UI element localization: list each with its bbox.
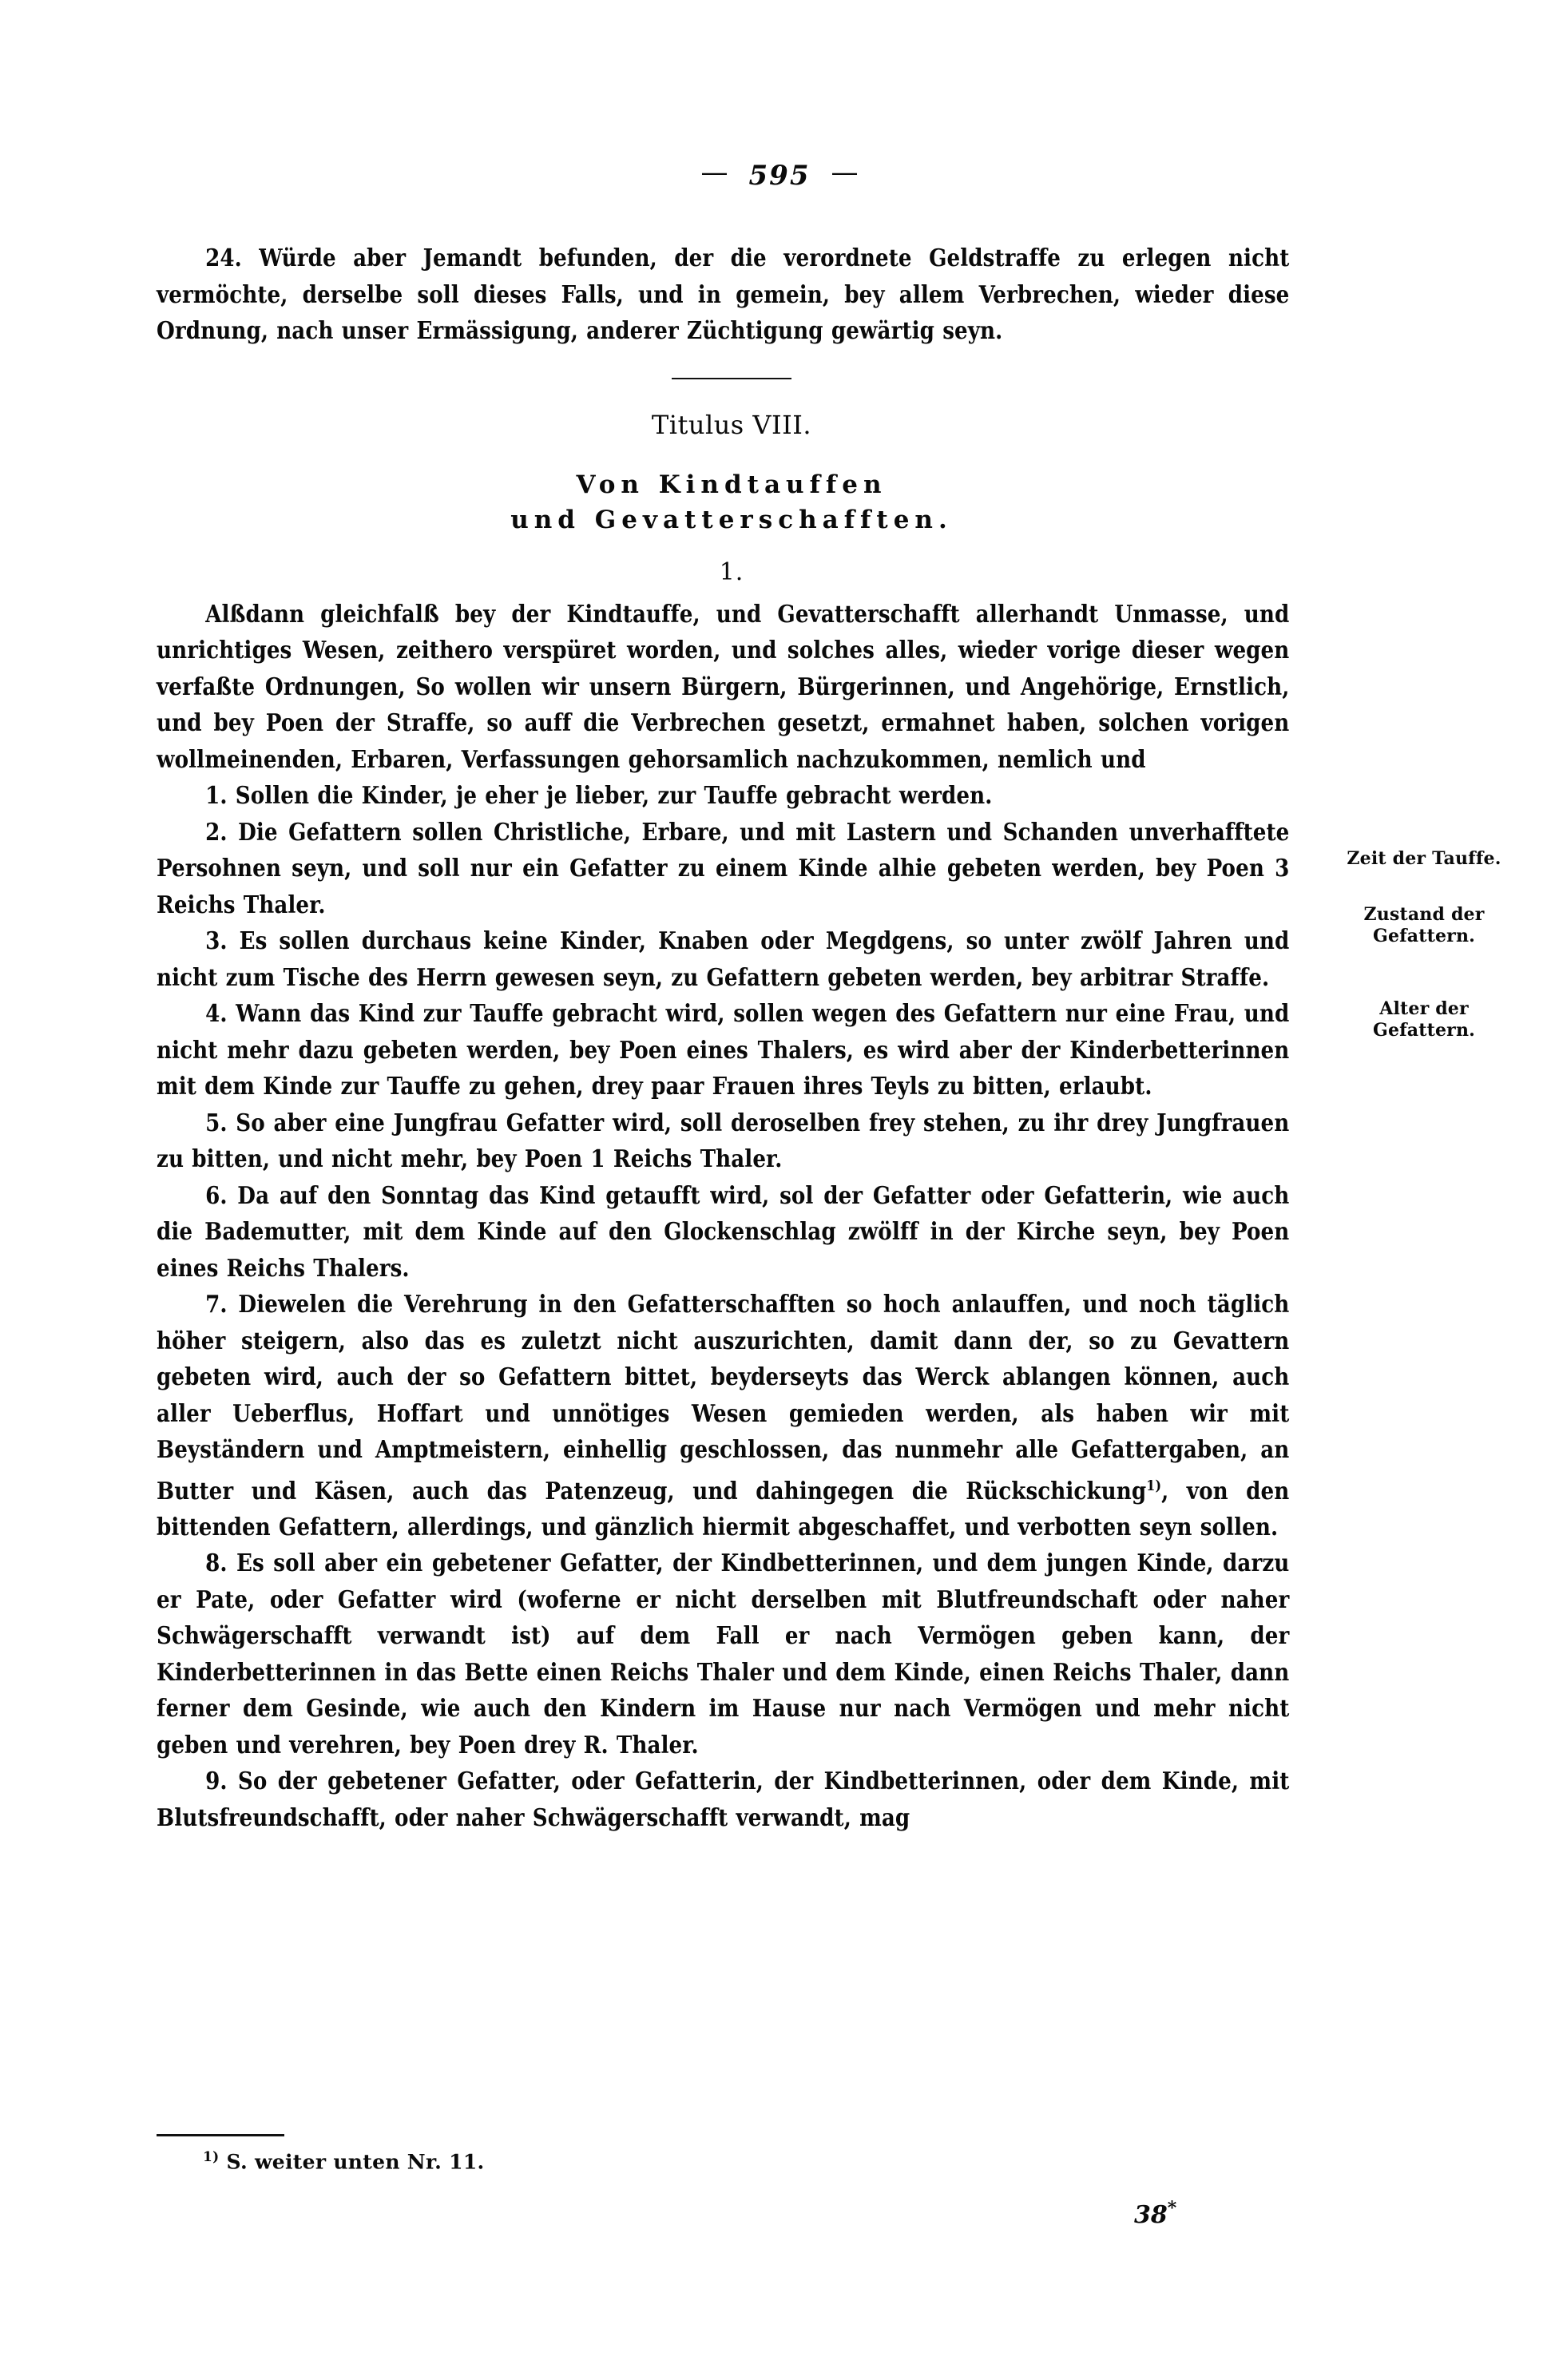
titulus-subtitle-line-1: Von Kindtauffen: [576, 470, 887, 499]
footnote-call-1: 1): [1146, 1477, 1162, 1494]
paragraph-article-7: [157, 1286, 1289, 1545]
titulus-subtitle-line-2: und Gevatterschafften.: [510, 505, 953, 534]
footnote-marker: 1): [203, 2149, 220, 2165]
paragraph-article-2: 2. Die Gefattern sollen Christliche, Erbare, und mit Lastern und Schanden unverhafftete Persohnen seyn, und soll nur ein Gefatter zu einem Kinde alhie gebeten werden, bey Poen 3 Reichs Thaler.: [157, 817, 1290, 918]
footnote-area: [157, 2134, 1307, 2173]
folio-number: 595: [748, 160, 811, 192]
section-divider-rule: [672, 378, 791, 379]
section-number: 1.: [719, 557, 744, 586]
signature-mark: [1134, 2198, 1176, 2229]
main-text-column: [157, 240, 1307, 1835]
folio-dash-left: —: [700, 157, 728, 188]
article-7-text-after-footnote-call: , von den bittenden Gefattern, allerdings, und gänzlich hiermit abgeschaffet, und verbotten seyn sollen.: [157, 1476, 1290, 1541]
footnote-separator-rule: [157, 2134, 284, 2136]
signature-number: 38: [1134, 2201, 1168, 2229]
paragraph-intro: Alßdann gleichfalß bey der Kindtauffe, und Gevatterschafft allerhandt Unmasse, und unrichtiges Wesen, zeithero verspüret worden, und solches alles, wieder vorige dieser wegen verfaßte Ordnungen, So wollen wir unsern Bürgern, Bürgerinnen, und Angehörige, Ernstlich, und bey Poen der Straffe, so auff die Verbrechen gesetzt, ermahnet haben, solchen vorigen wollmeinenden, Erbaren, Verfassungen gehorsamlich nachzukommen, nemlich und: [157, 599, 1290, 773]
paragraph-article-3: 3. Es sollen durchaus keine Kinder, Knaben oder Megdgens, so unter zwölf Jahren und nicht zum Tische des Herrn gewesen seyn, zu Gefattern gebeten werden, bey arbitrar Straffe.: [157, 926, 1290, 991]
folio-dash-right: —: [831, 157, 859, 188]
margin-note-alter-der-gefattern: Alter der Gefattern.: [1372, 998, 1476, 1041]
footnote-1: [157, 2149, 1307, 2173]
paragraph-article-6: 6. Da auf den Sonntag das Kind getaufft wird, sol der Gefatter oder Gefatterin, wie auch die Bademutter, mit dem Kinde auf den Glockenschlag zwölff in der Kirche seyn, bey Poen eines Reichs Thalers.: [157, 1180, 1290, 1282]
page-folio: [0, 157, 1559, 192]
margin-note-zustand-der-gefattern: Zustand der Gefattern.: [1363, 904, 1485, 946]
titulus-heading: Titulus VIII.: [651, 409, 812, 440]
article-7-text-before-footnote-call: 7. Diewelen die Verehrung in den Gefatterschafften so hoch anlauffen, und noch täglich höher steigern, also das es zuletzt nicht auszurichten, damit dann der, so zu Gevattern gebeten wird, auch der so Gefattern bittet, beyderseyts das Werck ablangen können, auch aller Ueberflus, Hoffart und unnötiges Wesen gemieden werden, als haben wir mit Beyständern und Amptmeistern, einhellig geschlossen, das nunmehr alle Gefattergaben, an Butter und Käsen, auch das Patenzeug, und dahingegen die Rückschickung: [157, 1290, 1290, 1505]
paragraph-article-9: 9. So der gebetener Gefatter, oder Gefatterin, der Kindbetterinnen, oder dem Kinde, mit Blutsfreundschafft, oder naher Schwägerschafft verwandt, mag: [157, 1767, 1290, 1831]
paragraph-article-4: 4. Wann das Kind zur Tauffe gebracht wird, sollen wegen des Gefattern nur eine Frau, und nicht mehr dazu gebeten werden, bey Poen eines Thalers, es wird aber der Kinderbetterinnen mit dem Kinde zur Tauffe zu gehen, drey paar Frauen ihres Teyls zu bitten, erlaubt.: [157, 999, 1290, 1100]
paragraph-article-24: 24. Würde aber Jemandt befunden, der die verordnete Geldstraffe zu erlegen nicht vermöchte, derselbe soll dieses Falls, und in gemein, bey allem Verbrechen, wieder diese Ordnung, nach unser Ermässigung, anderer Züchtigung gewärtig seyn.: [157, 244, 1290, 344]
margin-note-zeit-der-tauffe: Zeit der Tauffe.: [1347, 848, 1501, 869]
paragraph-article-5: 5. So aber eine Jungfrau Gefatter wird, soll deroselben frey stehen, zu ihr drey Jungfrauen zu bitten, und nicht mehr, bey Poen 1 Reichs Thaler.: [157, 1108, 1290, 1172]
footnote-body: S. weiter unten Nr. 11.: [226, 2150, 485, 2174]
paragraph-article-1: 1. Sollen die Kinder, je eher je lieber, zur Tauffe gebracht werden.: [205, 781, 993, 809]
signature-asterisk: *: [1167, 2198, 1177, 2219]
paragraph-article-8: 8. Es soll aber ein gebetener Gefatter, der Kindbetterinnen, und dem jungen Kinde, darzu er Pate, oder Gefatter wird (woferne er nicht derselben mit Blutfreundschaft oder naher Schwägerschafft verwandt ist) auf dem Fall er nach Vermögen geben kann, der Kinderbetterinnen in das Bette einen Reichs Thaler und dem Kinde, einen Reichs Thaler, dann ferner dem Gesinde, wie auch den Kindern im Hause nur nach Vermögen und mehr nicht geben und verehren, bey Poen drey R. Thaler.: [157, 1549, 1290, 1759]
